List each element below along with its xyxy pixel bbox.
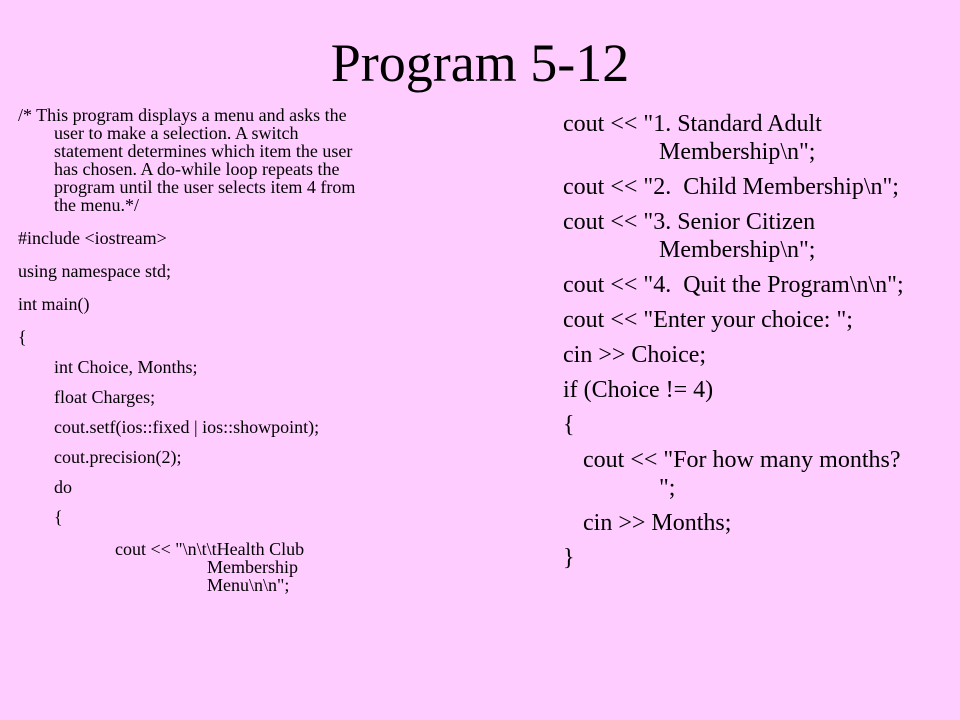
months-prompt-line: "; — [659, 475, 676, 501]
comment-line: has chosen. A do-while loop repeats the — [54, 159, 340, 179]
code-left-column — [18, 106, 468, 594]
code-line-option-1 — [563, 110, 953, 166]
code-line-option-4: cout << "4. Quit the Program\n\n"; — [563, 272, 904, 298]
code-line-option-2: cout << "2. Child Membership\n"; — [563, 174, 899, 200]
option-1-line: Membership\n"; — [659, 139, 816, 165]
slide-title: Program 5-12 — [330, 33, 630, 93]
code-line-main: int main() — [18, 294, 90, 314]
code-line-option-3 — [563, 208, 953, 264]
option-3-line: Membership\n"; — [659, 237, 816, 263]
code-line-cin-choice: cin >> Choice; — [563, 342, 707, 368]
comment-line: the menu.*/ — [54, 195, 139, 215]
code-line-decl-charges: float Charges; — [54, 387, 156, 407]
code-right-column — [563, 110, 953, 572]
comment-line: program until the user selects item 4 from — [54, 177, 356, 197]
code-line-if: if (Choice != 4) — [563, 377, 714, 403]
code-comment — [18, 106, 468, 214]
code-line-using: using namespace std; — [18, 261, 171, 281]
option-3-line: cout << "3. Senior Citizen — [563, 209, 816, 235]
code-line-decl-choice: int Choice, Months; — [54, 357, 198, 377]
code-line-include: #include <iostream> — [18, 228, 167, 248]
cout-header-line: cout << "\n\t\tHealth Club — [115, 539, 305, 559]
comment-line: user to make a selection. A switch — [54, 123, 299, 143]
comment-line: /* This program displays a menu and asks the — [18, 105, 347, 125]
code-line-cin-months: cin >> Months; — [583, 510, 732, 536]
code-line-close-brace: } — [563, 545, 575, 571]
code-line-months-prompt — [563, 446, 953, 502]
months-prompt-line: cout << "For how many months? — [583, 447, 901, 473]
code-line-prompt: cout << "Enter your choice: "; — [563, 307, 853, 333]
code-line-cout-header — [18, 540, 468, 594]
code-line-if-brace: { — [563, 412, 575, 438]
code-line-do-brace: { — [54, 507, 63, 527]
comment-line: statement determines which item the user — [54, 141, 353, 161]
option-1-line: cout << "1. Standard Adult — [563, 111, 822, 137]
cout-header-line: Membership — [207, 557, 298, 577]
code-line-precision: cout.precision(2); — [54, 447, 182, 467]
code-line-do: do — [54, 477, 72, 497]
code-line-open-brace: { — [18, 327, 27, 347]
cout-header-line: Menu\n\n"; — [207, 575, 290, 595]
code-line-setf: cout.setf(ios::fixed | ios::showpoint); — [54, 417, 320, 437]
